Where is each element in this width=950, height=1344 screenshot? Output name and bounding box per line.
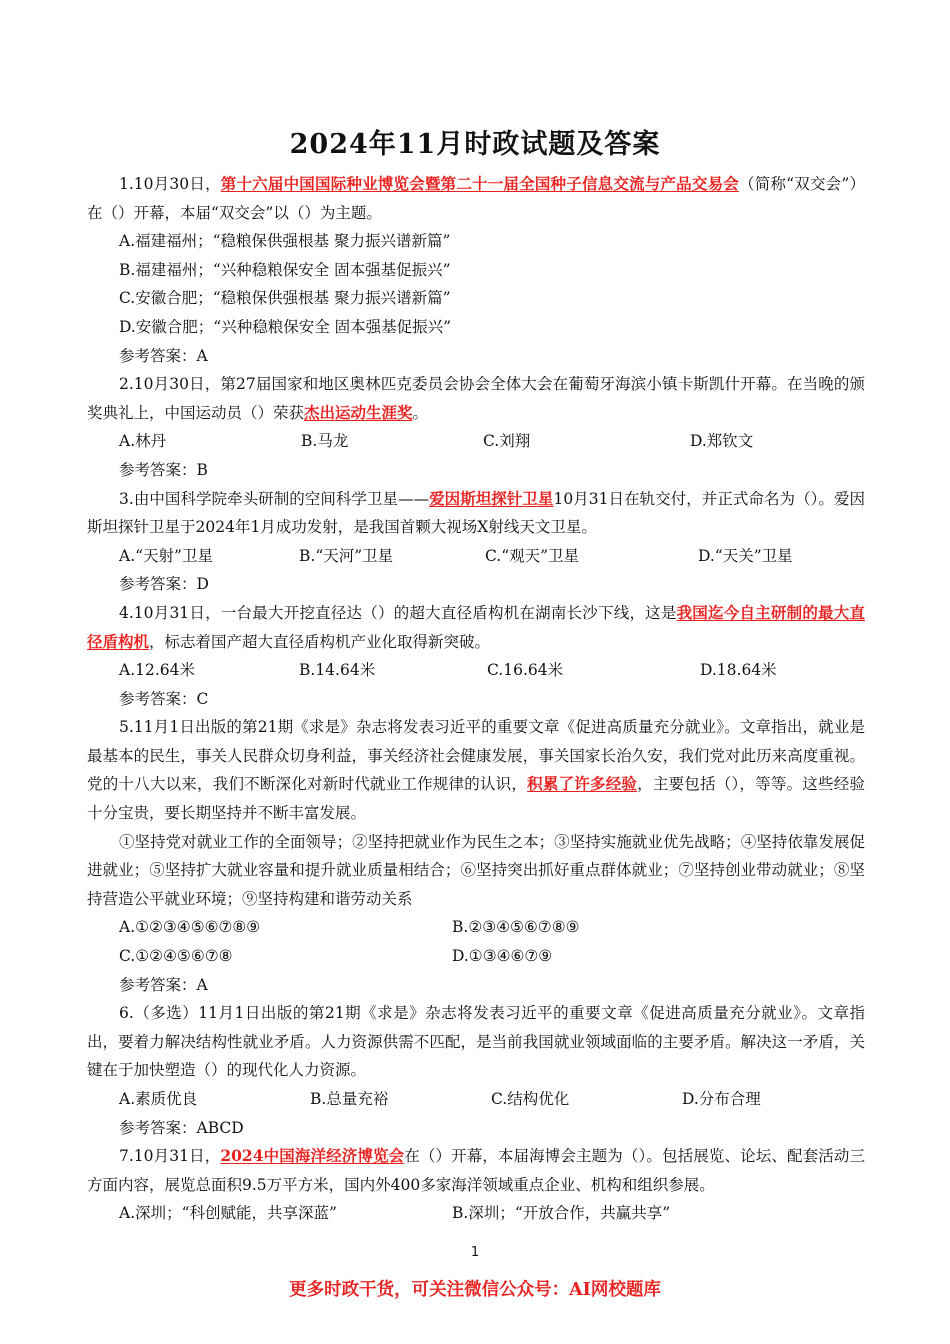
question-2-option-b: B.马龙	[301, 432, 349, 451]
question-5-items: ①坚持党对就业工作的全面领导；②坚持把就业作为民生之本；③坚持实施就业优先战略；④坚持依靠发展促进就业；⑤坚持扩大就业容量和提升就业质量相结合；⑥坚持突出抓好重点群体就业；⑦坚持创业带动就业；⑧坚持营造公平就业环境；⑨坚持构建和谐劳动关系	[87, 832, 865, 908]
question-1-answer: 参考答案：A	[119, 346, 208, 365]
document-body	[87, 170, 865, 1228]
document-title: 2024年11月时政试题及答案	[289, 129, 661, 160]
question-2-options	[87, 427, 865, 456]
question-5-answer: 参考答案：A	[119, 975, 208, 994]
footer-promo: 更多时政干货，可关注微信公众号：AI网校题库	[289, 1280, 661, 1300]
question-7-highlight-link[interactable]: 2024中国海洋经济博览会	[220, 1146, 405, 1166]
question-1-option-b: B.福建福州；“兴种稳粮保安全 固本强基促振兴”	[119, 260, 451, 279]
page-number: 1	[470, 1245, 480, 1260]
question-6-answer: 参考答案：ABCD	[119, 1118, 244, 1137]
question-5-highlight-link[interactable]: 积累了许多经验	[527, 774, 638, 794]
question-5-option-d: D.①③④⑥⑦⑨	[452, 947, 553, 966]
question-3-answer: 参考答案：D	[119, 575, 209, 594]
question-1-option-a: A.福建福州；“稳粮保供强根基 聚力振兴谱新篇”	[119, 232, 451, 251]
question-4-options	[87, 656, 865, 685]
question-6-option-a: A.素质优良	[119, 1090, 198, 1108]
question-4-option-a: A.12.64米	[119, 661, 195, 680]
question-4-option-d: D.18.64米	[700, 661, 777, 680]
question-7: 7.10月31日，2024中国海洋经济博览会在（）开幕，本届海博会主题为（）。包括展览、论坛、配套活动三方面内容，展览总面积9.5万平方米，国内外400多家海洋领域重点企业、机构和组织参展。	[87, 1146, 865, 1194]
question-4-option-c: C.16.64米	[487, 661, 564, 680]
question-3-option-d: D.“天关”卫星	[698, 546, 793, 565]
question-7-option-b: B.深圳；“开放合作，共赢共享”	[452, 1204, 671, 1223]
question-5-options-row-2	[87, 942, 865, 971]
question-6-option-b: B.总量充裕	[310, 1090, 389, 1108]
question-1: 1.10月30日，第十六届中国国际种业博览会暨第二十一届全国种子信息交流与产品交易会（简称“双交会”）在（）开幕，本届“双交会”以（）为主题。	[87, 174, 865, 222]
question-3-highlight-link[interactable]: 爱因斯坦探针卫星	[429, 488, 554, 508]
question-4-option-b: B.14.64米	[299, 661, 376, 680]
question-4: 4.10月31日，一台最大开挖直径达（）的超大直径盾构机在湖南长沙下线，这是我国迄今自主研制的最大直径盾构机，标志着国产超大直径盾构机产业化取得新突破。	[87, 602, 865, 651]
question-2-answer: 参考答案：B	[119, 460, 208, 479]
question-5-options-row-1	[87, 913, 865, 942]
question-6-option-c: C.结构优化	[491, 1090, 570, 1108]
question-2-option-a: A.林丹	[119, 432, 167, 451]
question-3-option-a: A.“天射”卫星	[119, 546, 213, 565]
question-2-option-c: C.刘翔	[483, 432, 531, 451]
question-5-option-a: A.①②③④⑤⑥⑦⑧⑨	[119, 918, 261, 937]
question-4-highlight-link[interactable]: 我国迄今自主研制的最大直径盾构机	[87, 602, 865, 651]
question-5: 5.11月1日出版的第21期《求是》杂志将发表习近平的重要文章《促进高质量充分就业》。文章指出，就业是最基本的民生，事关人民群众切身利益，事关经济社会健康发展，事关国家长治久安，我们党对此历来高度重视。党的十八大以来，我们不断深化对新时代就业工作规律的认识，积累了许多经验，主要包括（），等等。这些经验十分宝贵，要长期坚持并不断丰富发展。	[87, 718, 865, 823]
question-6-options	[87, 1085, 865, 1114]
question-3-option-c: C.“观天”卫星	[485, 546, 580, 565]
question-7-option-a: A.深圳；“科创赋能，共享深蓝”	[119, 1204, 337, 1223]
question-3-options	[87, 542, 865, 571]
question-2-highlight-link[interactable]: 杰出运动生涯奖	[304, 402, 413, 422]
question-1-option-d: D.安徽合肥；“兴种稳粮保安全 固本强基促振兴”	[119, 317, 452, 336]
question-1-highlight-link[interactable]: 第十六届中国国际种业博览会暨第二十一届全国种子信息交流与产品交易会	[220, 174, 739, 193]
question-7-options	[87, 1199, 865, 1228]
question-6: 6.（多选）11月1日出版的第21期《求是》杂志将发表习近平的重要文章《促进高质量充分就业》。文章指出，要着力解决结构性就业矛盾。人力资源供需不匹配，是当前我国就业领域面临的主要矛盾。解决这一矛盾，关键在于加快塑造（）的现代化人力资源。	[87, 1004, 865, 1080]
question-3-option-b: B.“天河”卫星	[299, 546, 394, 565]
question-1-option-c: C.安徽合肥；“稳粮保供强根基 聚力振兴谱新篇”	[119, 289, 451, 308]
question-5-option-b: B.②③④⑤⑥⑦⑧⑨	[452, 918, 580, 937]
question-3: 3.由中国科学院牵头研制的空间科学卫星——爱因斯坦探针卫星10月31日在轨交付，并正式命名为（）。爱因斯坦探针卫星于2024年1月成功发射，是我国首颗大视场X射线天文卫星。	[87, 488, 865, 537]
question-2-option-d: D.郑钦文	[690, 432, 754, 451]
question-5-option-c: C.①②④⑤⑥⑦⑧	[119, 947, 233, 966]
question-6-option-d: D.分布合理	[682, 1090, 761, 1108]
question-4-answer: 参考答案：C	[119, 689, 209, 708]
question-2: 2.10月30日，第27届国家和地区奥林匹克委员会协会全体大会在葡萄牙海滨小镇卡斯凯什开幕。在当晚的颁奖典礼上，中国运动员（）荣获杰出运动生涯奖。	[87, 375, 865, 422]
